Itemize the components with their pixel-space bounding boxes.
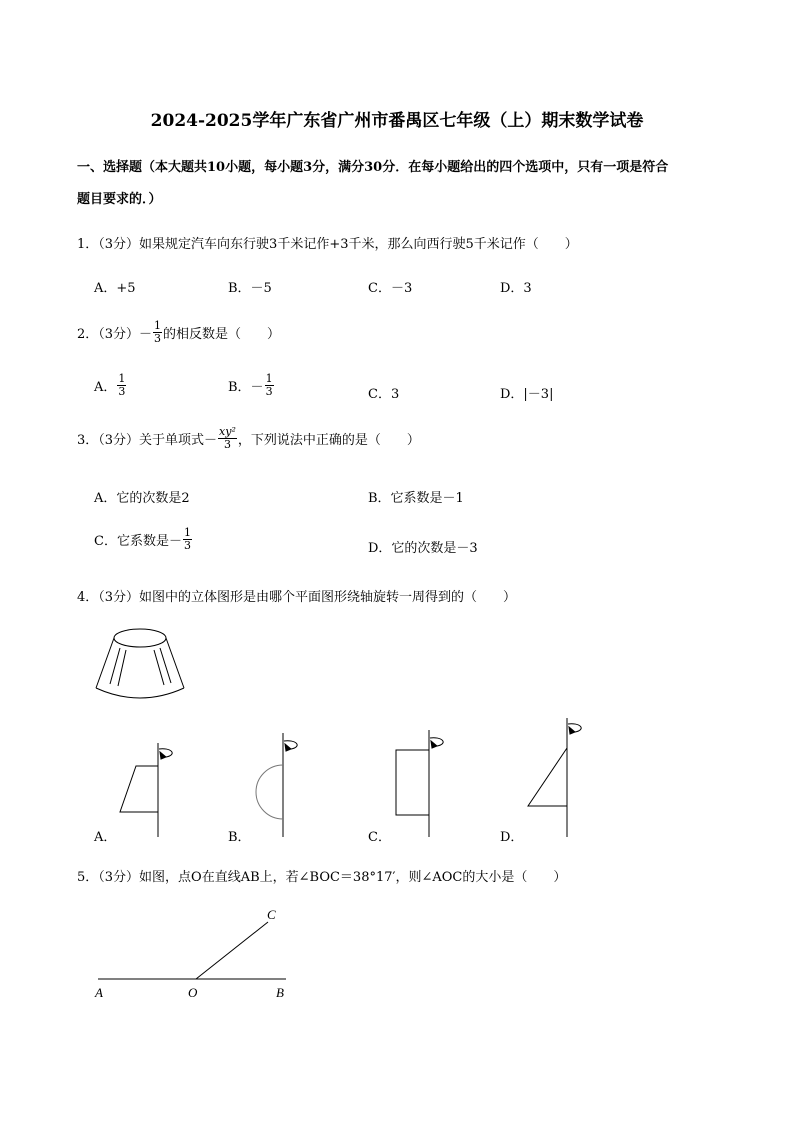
q2-option-d: D．|－3|: [500, 387, 554, 402]
frustum-left-side: [96, 638, 114, 688]
q4-option-b-label: B．: [228, 830, 251, 845]
q3-option-a: A．它的次数是2: [94, 491, 190, 506]
q2-option-a-num: 1: [118, 372, 126, 385]
ray-oc: [196, 922, 268, 979]
q2-option-a-fraction: [117, 373, 126, 398]
q2-option-a: [94, 373, 127, 398]
q2-option-b: [228, 373, 275, 398]
frustum-hatch-2: [118, 650, 126, 686]
frustum-bottom-arc: [96, 688, 184, 698]
q3-frac-num: xy²: [219, 425, 236, 438]
q3-option-c-den: 3: [183, 539, 191, 552]
option-d-rotation-arrow: [568, 724, 581, 732]
q3-prefix: 3．（3分）关于单项式－: [77, 433, 218, 448]
q3-suffix: ，下列说法中正确的是（ ）: [237, 433, 420, 448]
frustum-right-side: [166, 638, 184, 688]
question-4-text: 4．（3分）如图中的立体图形是由哪个平面图形绕轴旋转一周得到的（ ）: [77, 590, 517, 605]
q1-option-c: C．－3: [368, 281, 413, 296]
option-d-arrowhead: [569, 727, 575, 734]
q3-option-b: B．它系数是－1: [368, 491, 464, 506]
option-c-arrowhead: [431, 741, 437, 748]
point-label-c: C: [267, 907, 276, 922]
q2-option-b-fraction: [265, 373, 274, 398]
q2-option-b-num: 1: [265, 372, 273, 385]
question-5-text: 5．（3分）如图，点O在直线AB上，若∠BOC＝38°17′，则∠AOC的大小是（ ）: [77, 870, 567, 885]
q2-suffix: 的相反数是（ ）: [163, 327, 281, 342]
q1-option-b: B．－5: [228, 281, 272, 296]
option-c-rotation-arrow: [430, 738, 443, 746]
frustum-hatch-4: [160, 648, 171, 683]
option-a-figure: [120, 743, 172, 837]
option-d-figure: [528, 718, 581, 837]
option-c-figure: [396, 730, 443, 837]
q4-option-c-label: C．: [368, 830, 391, 845]
q2-frac-num: 1: [154, 319, 162, 332]
q2-option-a-label: A．: [94, 380, 117, 395]
frustum-hatch-3: [154, 650, 164, 685]
point-label-b: B: [276, 985, 284, 1000]
point-label-a: A: [95, 985, 103, 1000]
option-c-rectangle: [396, 750, 429, 815]
q3-fraction: [218, 426, 237, 451]
option-b-arrowhead: [285, 744, 291, 751]
option-a-trapezoid: [120, 766, 158, 812]
q2-option-b-label: B．－: [228, 380, 264, 395]
q5-figure: [98, 922, 286, 979]
q4-option-a-label: A．: [94, 830, 117, 845]
section-heading-line1: 一、选择题（本大题共10小题，每小题3分，满分30分．在每小题给出的四个选项中，只有一项是符合: [77, 160, 669, 175]
point-label-o: O: [188, 985, 198, 1000]
frustum-top-ellipse: [114, 629, 166, 647]
option-d-triangle: [528, 748, 567, 806]
q2-frac-den: 3: [154, 332, 162, 345]
q2-option-b-den: 3: [265, 385, 273, 398]
question-3-text: [77, 426, 420, 451]
q3-option-c-label: C．它系数是－: [94, 534, 182, 549]
q2-prefix: 2．（3分）－: [77, 327, 153, 342]
frustum-hatch-1: [110, 648, 120, 684]
q3-option-c-num: 1: [183, 526, 191, 539]
q2-option-c: C．3: [368, 387, 400, 402]
q1-option-a: A．+5: [94, 281, 136, 296]
q3-option-d: D．它的次数是－3: [368, 541, 478, 556]
section-heading-line2: 题目要求的．）: [77, 192, 162, 207]
question-1-text: 1．（3分）如果规定汽车向东行驶3千米记作+3千米，那么向西行驶5千米记作（ ）: [77, 237, 578, 252]
q3-option-c-fraction: [183, 527, 192, 552]
option-a-arrowhead: [160, 752, 166, 759]
option-b-figure: [256, 733, 297, 837]
frustum-figure: [96, 629, 184, 698]
q2-option-a-den: 3: [118, 385, 126, 398]
q1-option-d: D．3: [500, 281, 532, 296]
option-b-semicircle: [256, 765, 283, 819]
q3-frac-den: 3: [223, 438, 231, 451]
q3-option-c: [94, 527, 193, 552]
q2-fraction: [153, 320, 162, 345]
page-title: 2024-2025学年广东省广州市番禺区七年级（上）期末数学试卷: [150, 111, 644, 131]
q4-option-d-label: D．: [500, 830, 524, 845]
option-b-rotation-arrow: [284, 741, 297, 749]
option-a-rotation-arrow: [159, 749, 172, 757]
question-2-text: [77, 320, 280, 345]
